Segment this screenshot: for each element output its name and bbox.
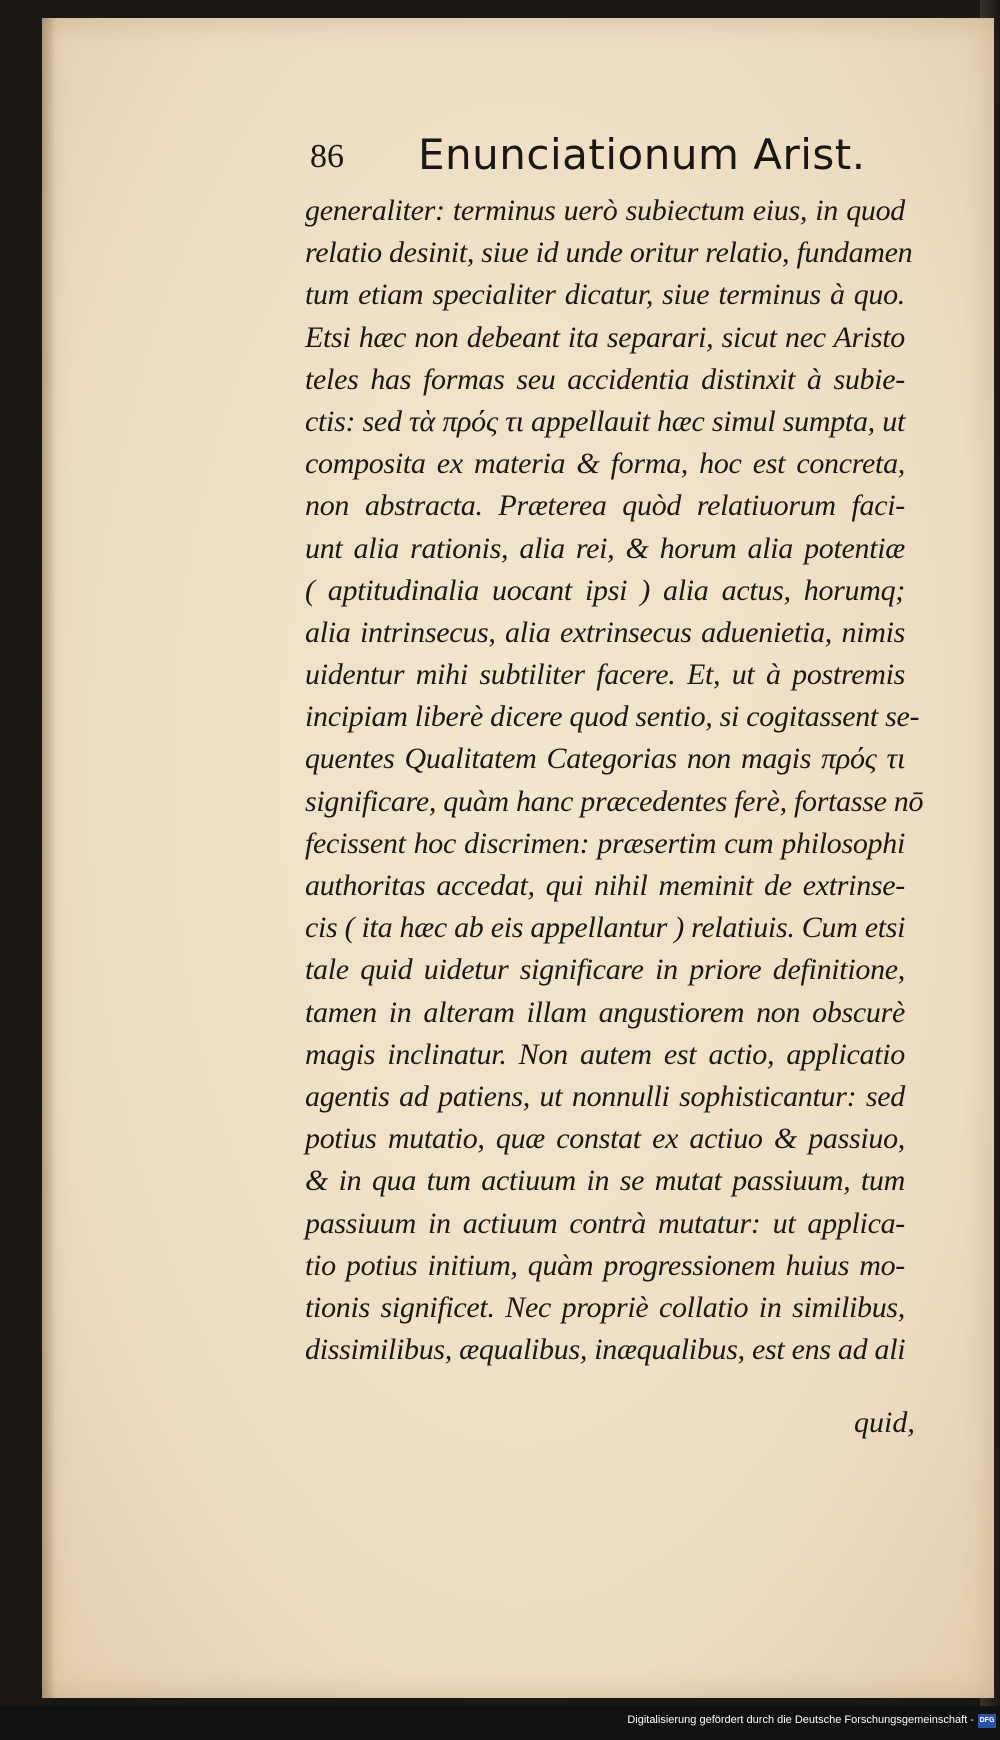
text-line: tum etiam specialiter dicatur, siue terminus à quo.: [305, 278, 905, 312]
text-line: composita ex materia & forma, hoc est concreta,: [305, 447, 905, 481]
page-header: [310, 130, 910, 190]
text-line: ( aptitudinalia uocant ipsi ) alia actus, horumq;: [305, 573, 905, 607]
text-line: cis ( ita hæc ab eis appellantur ) relatiuis. Cum etsi: [305, 911, 906, 945]
running-title: Enunciationum Arist.: [418, 130, 866, 179]
text-line: uidentur mihi subtiliter facere. Et, ut à postremis: [305, 658, 905, 692]
text-line: agentis ad patiens, ut nonnulli sophisticantur: sed: [305, 1079, 905, 1113]
body-text: [305, 190, 924, 1371]
text-line: tamen in alteram illam angustiorem non obscurè: [305, 995, 905, 1029]
text-line: relatio desinit, siue id unde oritur relatio, fundamen: [305, 236, 913, 270]
text-line: alia intrinsecus, alia extrinsecus aduenietia, nimis: [305, 615, 905, 649]
text-line: incipiam liberè dicere quod sentio, si cogitassent se-: [305, 700, 920, 734]
text-line: authoritas accedat, qui nihil meminit de extrinse-: [305, 869, 905, 902]
text-line: ctis: sed τὰ πρός τι appellauit hæc simul sumpta, ut: [305, 404, 905, 438]
text-line: tio potius initium, quàm progressionem huius mo-: [305, 1248, 905, 1282]
dfg-logo-icon: DFG: [978, 1714, 996, 1728]
text-line: Etsi hæc non debeant ita separari, sicut nec Aristo: [305, 320, 905, 354]
catchword: quid,: [854, 1406, 915, 1439]
book-page: [42, 18, 994, 1698]
text-line: quentes Qualitatem Categorias non magis πρός τι: [305, 742, 905, 776]
text-line: teles has formas seu accidentia distinxit à subie-: [305, 362, 905, 396]
text-line: fecissent hoc discrimen: præsertim cum philosophi: [305, 826, 905, 860]
text-line: non abstracta. Præterea quòd relatiuorum faci-: [305, 489, 905, 523]
text-line: unt alia rationis, alia rei, & horum alia potentiæ: [305, 531, 905, 565]
funding-note: Digitalisierung gefördert durch die Deutsche Forschungsgemeinschaft -: [627, 1714, 974, 1726]
text-line: & in qua tum actiuum in se mutat passiuum, tum: [305, 1164, 905, 1198]
text-line: significare, quàm hanc præcedentes ferè, fortasse nō: [305, 784, 924, 818]
text-line: tionis significet. Nec propriè collatio in similibus,: [305, 1290, 905, 1324]
digitization-footer: [0, 1706, 1000, 1740]
text-line: magis inclinatur. Non autem est actio, applicatio: [305, 1037, 905, 1071]
text-line: generaliter: terminus uerò subiectum eius, in quod: [305, 194, 905, 227]
text-line: tale quid uidetur significare in priore definitione,: [305, 953, 905, 987]
text-line: potius mutatio, quæ constat ex actiuo & passiuo,: [305, 1122, 905, 1156]
text-line: passiuum in actiuum contrà mutatur: ut applica-: [305, 1206, 905, 1240]
page-number: 86: [310, 138, 344, 175]
text-line: dissimilibus, æqualibus, inæqualibus, est ens ad ali: [305, 1333, 906, 1367]
